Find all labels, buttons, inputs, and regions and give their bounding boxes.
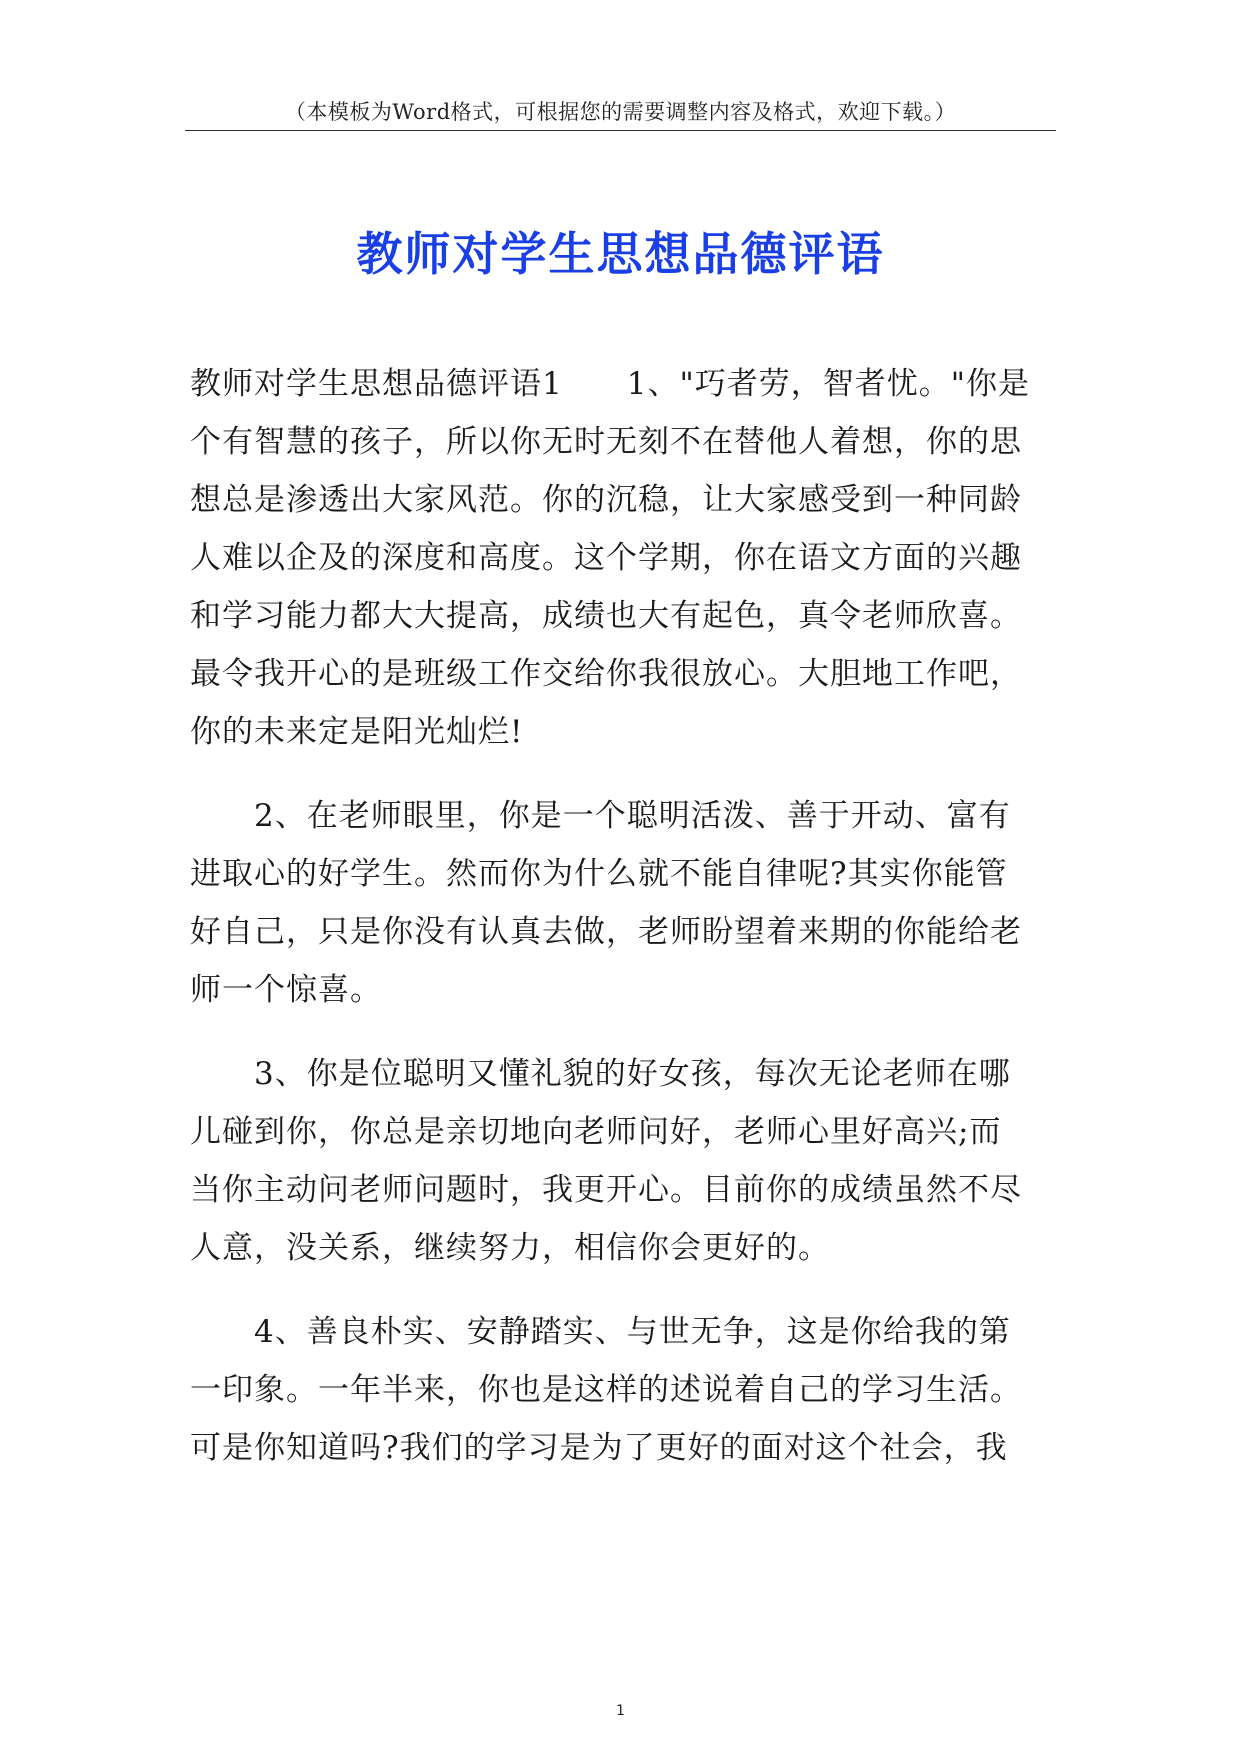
body-line: 教师对学生思想品德评语1 1、"巧者劳，智者忧。"你是 — [190, 366, 1030, 402]
header-divider — [185, 130, 1056, 131]
body-line: 一印象。一年半来，你也是这样的述说着自己的学习生活。 — [190, 1372, 1022, 1408]
body-line: 和学习能力都大大提高，成绩也大有起色，真令老师欣喜。 — [190, 598, 1022, 634]
document-title: 教师对学生思想品德评语 — [356, 227, 885, 281]
header-note: （本模板为Word格式，可根据您的需要调整内容及格式，欢迎下载。） — [284, 100, 957, 124]
body-line: 4、善良朴实、安静踏实、与世无争，这是你给我的第 — [254, 1314, 1011, 1350]
body-line: 3、你是位聪明又懂礼貌的好女孩，每次无论老师在哪 — [254, 1056, 1011, 1092]
body-line: 师一个惊喜。 — [190, 972, 382, 1008]
page-number: 1 — [616, 1703, 625, 1719]
body-line: 你的未来定是阳光灿烂! — [190, 714, 524, 750]
body-line: 可是你知道吗?我们的学习是为了更好的面对这个社会，我 — [190, 1430, 1008, 1466]
body-line: 当你主动问老师问题时，我更开心。目前你的成绩虽然不尽 — [190, 1172, 1022, 1208]
body-line: 个有智慧的孩子，所以你无时无刻不在替他人着想，你的思 — [190, 424, 1022, 460]
body-line: 好自己，只是你没有认真去做，老师盼望着来期的你能给老 — [190, 914, 1022, 950]
body-line: 人难以企及的深度和高度。这个学期，你在语文方面的兴趣 — [190, 540, 1022, 576]
body-line: 2、在老师眼里，你是一个聪明活泼、善于开动、富有 — [254, 798, 1011, 834]
body-line: 儿碰到你，你总是亲切地向老师问好，老师心里好高兴;而 — [190, 1114, 1002, 1150]
body-line: 进取心的好学生。然而你为什么就不能自律呢?其实你能管 — [190, 856, 1008, 892]
body-line: 最令我开心的是班级工作交给你我很放心。大胆地工作吧， — [190, 656, 1022, 692]
body-line: 人意，没关系，继续努力，相信你会更好的。 — [190, 1230, 830, 1266]
body-line: 想总是渗透出大家风范。你的沉稳，让大家感受到一种同龄 — [190, 482, 1022, 518]
